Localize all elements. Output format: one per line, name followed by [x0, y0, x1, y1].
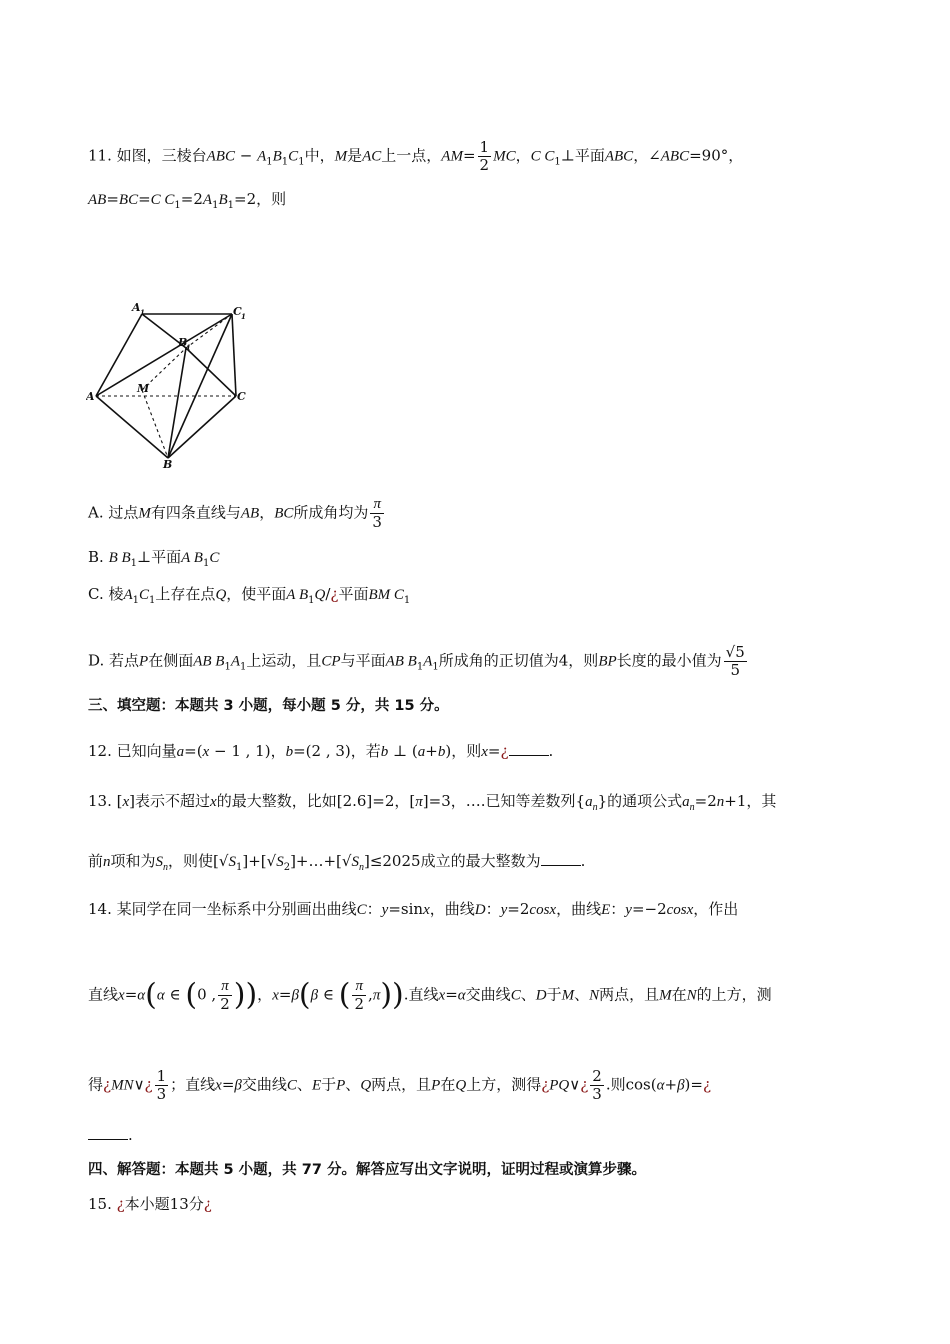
- text: 、: [345, 1075, 361, 1094]
- paren: (: [145, 977, 157, 1013]
- fraction-denominator: 2: [354, 995, 365, 1013]
- math: P: [139, 653, 149, 670]
- math: C: [209, 550, 220, 566]
- math: x: [118, 987, 125, 1004]
- text: ，: [394, 792, 410, 810]
- glitch-char: ¿: [203, 1195, 212, 1213]
- text: 得: [88, 1075, 104, 1094]
- math: β: [234, 1077, 242, 1094]
- math: ABC: [604, 148, 634, 165]
- fraction: [724, 644, 747, 679]
- text: A. 过点: [88, 503, 139, 522]
- section-3-heading: 三、填空题：本题共 3 小题，每小题 5 分，共 15 分。: [88, 698, 449, 714]
- text: 13.: [88, 792, 117, 810]
- text: ，: [257, 985, 273, 1004]
- text: 、: [574, 985, 590, 1004]
- text: ，若: [350, 742, 381, 760]
- text: ，….已知等差数列: [450, 792, 576, 810]
- text: .直线: [403, 985, 439, 1004]
- math: y: [625, 902, 632, 918]
- label-a: A: [86, 390, 95, 403]
- math: BC: [274, 505, 294, 522]
- text: 所成角均为: [293, 503, 369, 522]
- math: A: [423, 653, 433, 670]
- text: 、: [520, 985, 536, 1004]
- fraction: [155, 1068, 169, 1103]
- math: AB B: [385, 653, 417, 670]
- q15: [88, 1193, 880, 1215]
- text: 所成角的正切值为4，则: [438, 651, 599, 670]
- math: b: [437, 744, 446, 760]
- math: ABC: [660, 148, 690, 165]
- math: PQ: [549, 1077, 570, 1094]
- math: cosx: [529, 902, 557, 918]
- math: M: [138, 505, 151, 522]
- math: $S_n$: [351, 854, 364, 873]
- math: β: [677, 1077, 685, 1094]
- math: C: [139, 587, 150, 603]
- text: 直线: [88, 985, 119, 1004]
- math: P: [336, 1077, 346, 1094]
- math: α: [457, 987, 466, 1004]
- math: B: [272, 148, 282, 165]
- math: M: [334, 148, 348, 165]
- text: 15.: [88, 1195, 117, 1213]
- math: α: [137, 987, 146, 1004]
- math: AC: [362, 148, 382, 165]
- text: ，则: [256, 190, 287, 208]
- text: 于: [321, 1075, 337, 1094]
- math: C C: [150, 192, 175, 208]
- math: x: [202, 744, 210, 760]
- option-b: B. B $B_1\perp$平面A $B_1C$: [88, 548, 220, 569]
- math: π: [415, 794, 423, 810]
- text: 平面: [338, 585, 369, 603]
- text: 于: [546, 985, 562, 1004]
- math: x: [122, 794, 130, 810]
- math: $a_n$: [682, 794, 695, 813]
- text: 中，: [304, 146, 335, 165]
- math: β: [310, 987, 319, 1004]
- glitch-char: ¿: [702, 1075, 712, 1094]
- math: n: [716, 794, 725, 810]
- q11-line-1: 11. 如图，三棱台ABC − $A_1B_1C_1$中，M是AC上一点，AM= $\frac{1}{2}$ MC，C $C_1\perp$平面ABC，∠ABC=90°，: [88, 138, 744, 174]
- glitch-char: ¿: [580, 1075, 589, 1094]
- q11-line-2: AB=BC=C $C_1=2A_1B_1=2$，则: [88, 190, 287, 211]
- text: ，∠: [633, 146, 661, 165]
- math: MN: [111, 1077, 134, 1094]
- text: 的上方，测: [696, 985, 772, 1004]
- math: AB: [88, 192, 107, 208]
- math: Q: [360, 1077, 372, 1094]
- fraction-numerator: 2: [592, 1067, 602, 1085]
- math: BC: [118, 192, 139, 208]
- text: 交曲线: [241, 1075, 287, 1094]
- text: .则: [605, 1075, 626, 1094]
- text: ⊥平面: [137, 548, 182, 566]
- text: C. 棱: [88, 585, 124, 603]
- text: ，: [259, 503, 275, 522]
- math: BP: [598, 653, 617, 670]
- label-c: C: [237, 390, 246, 403]
- math: M: [561, 987, 575, 1004]
- paren: (: [185, 977, 198, 1013]
- edge-a1a: [96, 314, 142, 396]
- math: E: [601, 902, 611, 918]
- answer-blank[interactable]: [541, 851, 581, 866]
- math: α: [156, 987, 165, 1004]
- text: 与平面: [340, 651, 386, 670]
- math: C: [286, 1077, 297, 1094]
- q12: 12. 已知向量a=(x − 1 , 1)，b=(2 , 3)，若b ⊥ (a+b)，则x=¿ .: [88, 742, 554, 760]
- math: BM C: [368, 587, 404, 603]
- label-sub: 1: [186, 343, 191, 352]
- paren: ): [245, 977, 258, 1013]
- fraction-denominator: 3: [592, 1085, 602, 1103]
- math: x: [272, 987, 279, 1004]
- text: 两点，且: [371, 1075, 432, 1094]
- math: P: [431, 1077, 441, 1094]
- fraction-numerator: π: [370, 496, 384, 514]
- fraction-numerator: π: [218, 978, 232, 996]
- text: 前: [88, 852, 104, 870]
- text: 有四条直线与: [150, 503, 241, 522]
- math: x: [438, 987, 446, 1004]
- label-b: B: [163, 458, 173, 471]
- math: A: [257, 148, 267, 165]
- text: ，曲线: [556, 900, 602, 918]
- math: $a_n$: [585, 794, 598, 813]
- fraction: [370, 496, 384, 531]
- text: 两点，且: [599, 985, 660, 1004]
- text: 上方，测得: [466, 1075, 542, 1094]
- text: 是: [347, 146, 363, 165]
- glitch-char: ¿: [144, 1075, 153, 1094]
- text: B.: [88, 548, 109, 566]
- math: b: [380, 744, 389, 760]
- math: a: [417, 744, 426, 760]
- math: b: [285, 744, 294, 760]
- q14-line-3: 得¿MN∨¿ $\frac{1}{3}$ ；直线x=β交曲线C、E于P、Q两点，且P在Q上方，测得¿PQ∨¿ $\frac{2}{3}$ .则cos(α+β)=¿: [88, 1067, 712, 1103]
- math: C C: [530, 148, 555, 165]
- math: Q: [215, 587, 227, 603]
- math: C: [356, 902, 367, 918]
- glitch-char: ¿: [330, 585, 339, 603]
- paren: (: [338, 977, 351, 1013]
- glitch-char: ¿: [103, 1075, 112, 1094]
- math: Q: [314, 587, 326, 603]
- math: AM: [441, 148, 463, 165]
- q14-line-2: 直线x=α(α ∈ (0 , $\frac{\pi}{2}$ ))，x=β(β ∈ ( $\frac{\pi}{2}$ ,π)).直线x=α交曲线C、D于M、N两点，且M在N的上方，测: [88, 977, 772, 1013]
- option-c: C. 棱$A_1C_1$上存在点Q，使平面A $B_1Q/¿$平面BM $C_1$: [88, 585, 411, 606]
- math: x: [215, 1077, 222, 1094]
- text: 交曲线: [465, 985, 511, 1004]
- text: 在侧面: [148, 651, 194, 670]
- label-b1: B: [178, 336, 188, 349]
- math: C: [288, 148, 299, 165]
- math: A: [123, 587, 133, 603]
- math: A: [230, 653, 241, 670]
- math: β: [291, 987, 299, 1004]
- math: N: [686, 987, 697, 1004]
- math: A: [202, 192, 213, 208]
- q14-line-4: [88, 1124, 880, 1146]
- text: ，则使: [168, 852, 214, 870]
- text: ，曲线: [429, 900, 475, 918]
- text: 表示不超过: [135, 792, 211, 810]
- edge-b1c: [186, 348, 236, 396]
- answer-blank[interactable]: [509, 741, 549, 756]
- text: 、: [296, 1075, 312, 1094]
- text: 上一点，: [381, 146, 442, 165]
- math: B: [218, 192, 228, 208]
- math: S: [228, 854, 236, 870]
- math: B B: [108, 550, 131, 566]
- math: x: [210, 794, 217, 810]
- math: S: [276, 854, 284, 870]
- text: D. 若点: [88, 651, 140, 670]
- option-d: D. 若点P在侧面AB $B_1A_1$上运动，且CP与平面AB $B_1A_1$所成角的正切值为4，则BP长度的最小值为 $\frac{√5}{5}$: [88, 643, 745, 679]
- fraction: [218, 978, 232, 1013]
- label-sub: 1: [241, 312, 246, 321]
- edge-bb1: [168, 348, 186, 458]
- fraction-numerator: 1: [479, 138, 490, 156]
- text: 12. 已知向量: [88, 742, 177, 760]
- math: Q: [455, 1077, 467, 1094]
- glitch-char: ¿: [500, 742, 509, 760]
- math: y: [500, 902, 508, 918]
- math: E: [311, 1077, 322, 1094]
- text: ，使平面: [226, 585, 287, 603]
- option-a: [88, 496, 880, 531]
- fraction: [478, 139, 492, 174]
- fraction-denominator: 3: [372, 513, 382, 531]
- text: ，作出: [693, 900, 739, 918]
- math: a: [176, 744, 185, 760]
- math: x: [423, 902, 430, 918]
- prism-figure: [86, 296, 256, 472]
- text: 上存在点: [155, 585, 216, 603]
- fraction: [590, 1068, 604, 1103]
- fraction-denominator: 5: [730, 661, 740, 679]
- math: M: [659, 987, 672, 1004]
- paren: ): [233, 977, 246, 1013]
- text: 本小题13分: [124, 1195, 204, 1213]
- fraction-denominator: 2: [479, 156, 490, 174]
- math: n: [103, 854, 111, 870]
- math: ABC: [206, 148, 235, 165]
- glitch-char: ¿: [116, 1195, 125, 1213]
- q13-line-1: 13. [x]表示不超过x的最大整数，比如[2.6]=2，[π]=3，….已知等差数列$\{a_n\}$的通项公式$a_n=2n+1$，其: [88, 792, 777, 813]
- fraction-denominator: 3: [156, 1085, 167, 1103]
- math: A B: [181, 550, 203, 566]
- edge-ab: [96, 396, 168, 458]
- edge-bc: [168, 396, 236, 458]
- edge-c1c: [232, 314, 236, 396]
- text: ，其: [746, 792, 777, 810]
- math: D: [474, 902, 486, 918]
- label-c1: C: [233, 305, 242, 318]
- text: 在: [440, 1075, 456, 1094]
- text: 的通项公式: [607, 792, 683, 810]
- q14-line-1: 14. 某同学在同一坐标系中分别画出曲线C：y=sinx，曲线D：y=2cosx，曲线E：y=−2cosx，作出: [88, 900, 739, 918]
- paren: ): [392, 977, 404, 1013]
- math: N: [589, 987, 600, 1004]
- label-m: M: [137, 382, 150, 395]
- glitch-char: ¿: [541, 1075, 550, 1094]
- section-4-heading: 四、解答题：本题共 5 小题，共 77 分。解答应写出文字说明，证明过程或演算步骤。: [88, 1162, 646, 1178]
- fraction-numerator: π: [352, 978, 366, 996]
- math: α: [656, 1077, 665, 1094]
- math: π: [372, 987, 381, 1004]
- text: .: [580, 852, 586, 870]
- paren: ): [380, 977, 393, 1013]
- label-sub: 1: [140, 308, 145, 317]
- math: x: [481, 744, 488, 760]
- paren: (: [298, 977, 311, 1013]
- math: MC: [493, 148, 516, 165]
- math: AB: [240, 505, 260, 522]
- text: 成立的最大整数为: [420, 852, 541, 870]
- text: 长度的最小值为: [616, 651, 722, 670]
- math: CP: [321, 653, 341, 670]
- text: .: [548, 742, 554, 760]
- text: ，: [270, 742, 286, 760]
- label-a1: A: [132, 301, 141, 314]
- math: D: [535, 987, 547, 1004]
- text: ，则: [451, 742, 482, 760]
- fraction: [352, 978, 366, 1013]
- text: .: [128, 1126, 133, 1144]
- math: C: [510, 987, 521, 1004]
- fraction-numerator: 1: [156, 1067, 167, 1085]
- text: 在: [671, 985, 687, 1004]
- math: cosx: [666, 902, 694, 918]
- text: ；直线: [170, 1075, 216, 1094]
- text: 14. 某同学在同一坐标系中分别画出曲线: [88, 900, 357, 918]
- text: 11. 如图，三棱台: [88, 146, 207, 165]
- text: 上运动，且: [246, 651, 322, 670]
- text: 的最大整数，比如: [216, 792, 337, 810]
- fraction-numerator: √5: [725, 643, 745, 661]
- text: ⊥平面: [560, 146, 605, 165]
- q13-line-2: 前n项和为$S_n$，则使$[√S_1]+[√S_2]+\dots+[√S_n]\le 2025$成立的最大整数为 .: [88, 852, 586, 873]
- edge-ac1: [96, 314, 232, 396]
- text: 项和为: [110, 852, 156, 870]
- fraction-denominator: 2: [220, 995, 230, 1013]
- math: y: [381, 902, 389, 918]
- math: A B: [286, 587, 309, 603]
- math: $S_n$: [155, 854, 169, 873]
- math: AB B: [193, 653, 225, 670]
- answer-blank[interactable]: [88, 1125, 128, 1140]
